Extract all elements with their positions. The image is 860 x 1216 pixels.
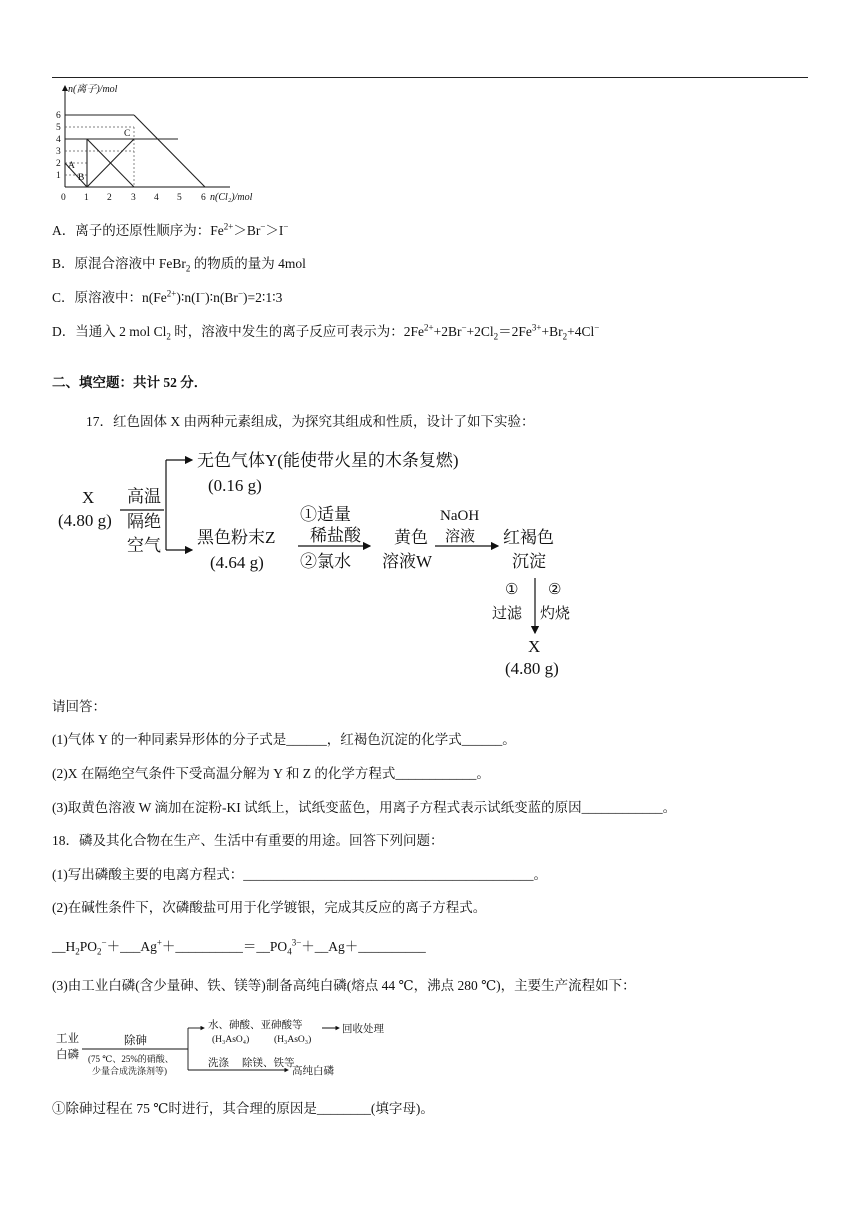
flow2-recycle: 回收处理 [342, 1024, 384, 1035]
flow-solution-w-2: 溶液W [382, 552, 433, 571]
x-tick: 2 [107, 193, 112, 203]
flow-cond-high-temp: 高温 [127, 487, 161, 506]
y-tick: 2 [56, 159, 61, 169]
q18-stem: 18．磷及其化合物在生产、生活中有重要的用途。回答下列问题： [52, 833, 444, 848]
flow-step-acid-2: 稀盐酸 [310, 526, 361, 545]
flow2-remove: 除镁、铁等 [242, 1058, 295, 1069]
q17-flow-diagram [50, 440, 610, 685]
flow-naoh-solution: 溶液 [445, 529, 476, 545]
flow-x: X [82, 488, 95, 507]
q18-part-1: (1)写出磷酸主要的电离方程式：___________________________________________。 [52, 867, 547, 882]
flow-x-final-mass: (4.80 g) [505, 659, 559, 678]
flow-naoh: NaOH [440, 508, 480, 524]
flow2-step: 除砷 [124, 1035, 147, 1047]
option-c: C．原溶液中：$n(Fe^{2+})∶n(I^-)∶n(Br^-)=2∶1∶3$ [52, 288, 283, 305]
section-heading: 二、填空题：共计 52 分． [52, 375, 208, 390]
flow-powder-z: 黑色粉末Z [197, 528, 276, 547]
flow-solution-w-1: 黄色 [394, 528, 428, 547]
flow2-upper: 水、砷酸、亚砷酸等 [208, 1020, 303, 1031]
y-tick: 6 [56, 111, 61, 121]
flow2-start-1: 工业 [56, 1033, 79, 1045]
flow-step-acid-1: ①适量 [300, 505, 351, 524]
q17-part-3: (3)取黄色溶液 W 滴加在淀粉-KI 试纸上，试纸变蓝色，用离子方程式表示试纸变蓝的原因____________。 [52, 800, 677, 815]
q17-part-1: (1)气体 Y 的一种同素异形体的分子式是______，红褐色沉淀的化学式______。 [52, 732, 516, 747]
ion-amount-graph [40, 82, 255, 207]
y-tick: 4 [56, 135, 61, 145]
flow2-upper-formula-2: (H₃AsO₃) [274, 1035, 312, 1045]
flow2-start-2: 白磷 [56, 1049, 79, 1061]
x-tick: 6 [201, 193, 206, 203]
flow-precipitate-2: 沉淀 [512, 552, 546, 571]
option-b: B．原混合溶液中 FeBr$_2$ 的物质的量为 4mol [52, 256, 306, 274]
q17-part-2: (2)X 在隔绝空气条件下受高温分解为 Y 和 Z 的化学方程式____________。 [52, 766, 490, 781]
y-tick: 3 [56, 147, 61, 157]
x-tick: 4 [154, 193, 159, 203]
curve-label-c: C [124, 129, 131, 139]
flow-cond-isolate: 隔绝 [127, 512, 161, 531]
curve-label-a: A [68, 161, 75, 171]
flow-burn: 灼烧 [540, 606, 571, 622]
flow2-cond-1: (75 ℃、25%的硝酸、 [88, 1054, 174, 1064]
flow2-wash: 洗涤 [208, 1058, 229, 1069]
flow-precipitate-1: 红褐色 [503, 528, 554, 547]
flow2-upper-formula-1: (H₃AsO₄) [212, 1035, 250, 1045]
flow2-product: 高纯白磷 [292, 1066, 334, 1077]
option-a: A．离子的还原性顺序为：$Fe^{2+}>Br^->I^-$ [52, 221, 289, 238]
flow-gas-y: 无色气体Y(能使带火星的木条复燃) [197, 451, 459, 470]
q18-flow-diagram [52, 1012, 412, 1084]
flow-step-chlorine: ②氯水 [300, 552, 351, 571]
q17-stem: 17．红色固体 X 由两种元素组成，为探究其组成和性质，设计了如下实验： [86, 414, 535, 429]
top-rule [52, 77, 808, 78]
q17-ask: 请回答： [52, 699, 106, 714]
y-tick: 1 [56, 171, 61, 181]
q18-equation: $\_\_H_2PO_2^-+\_\_\_Ag^++\_\_\_\_\_\_\_\_\_\_=\_\_PO_4^{3-}+\_\_Ag+\_\_\_\_\_\_\_\_\_\_$ [52, 937, 426, 957]
y-axis-label: n(离子)/mol [68, 84, 118, 95]
curve-label-b: B [78, 173, 85, 183]
x-tick: 0 [61, 193, 66, 203]
flow-x-mass: (4.80 g) [58, 511, 112, 530]
x-tick: 1 [84, 193, 89, 203]
flow-cond-air: 空气 [127, 536, 161, 555]
x-axis-label: n(Cl₂)/mol [210, 192, 253, 203]
flow-burn-num: ② [548, 582, 562, 598]
flow-filter-num: ① [505, 582, 519, 598]
x-tick: 5 [177, 193, 182, 203]
y-tick: 5 [56, 123, 61, 133]
q18-part-3: (3)由工业白磷(含少量砷、铁、镁等)制备高纯白磷(熔点 44 ℃，沸点 280 ℃)，主要生产流程如下： [52, 978, 636, 993]
x-tick: 3 [131, 193, 136, 203]
flow-gas-mass: (0.16 g) [208, 476, 262, 495]
q18-part-2: (2)在碱性条件下，次磷酸盐可用于化学镀银，完成其反应的离子方程式。 [52, 900, 487, 915]
flow-x-final: X [528, 637, 541, 656]
flow-powder-mass: (4.64 g) [210, 553, 264, 572]
flow2-cond-2: 少量合成洗涤剂等) [92, 1066, 167, 1076]
flow-filter: 过滤 [492, 606, 523, 622]
q18-subquestion-1: ①除砷过程在 75 ℃时进行，其合理的原因是________(填字母)。 [52, 1101, 434, 1116]
option-d: D．当通入 2 mol $Cl_2$ 时，溶液中发生的离子反应可表示为：$2Fe^{2+}+2Br^-+2Cl_2=2Fe^{3+}+Br_2+4Cl^-$ [52, 322, 600, 342]
